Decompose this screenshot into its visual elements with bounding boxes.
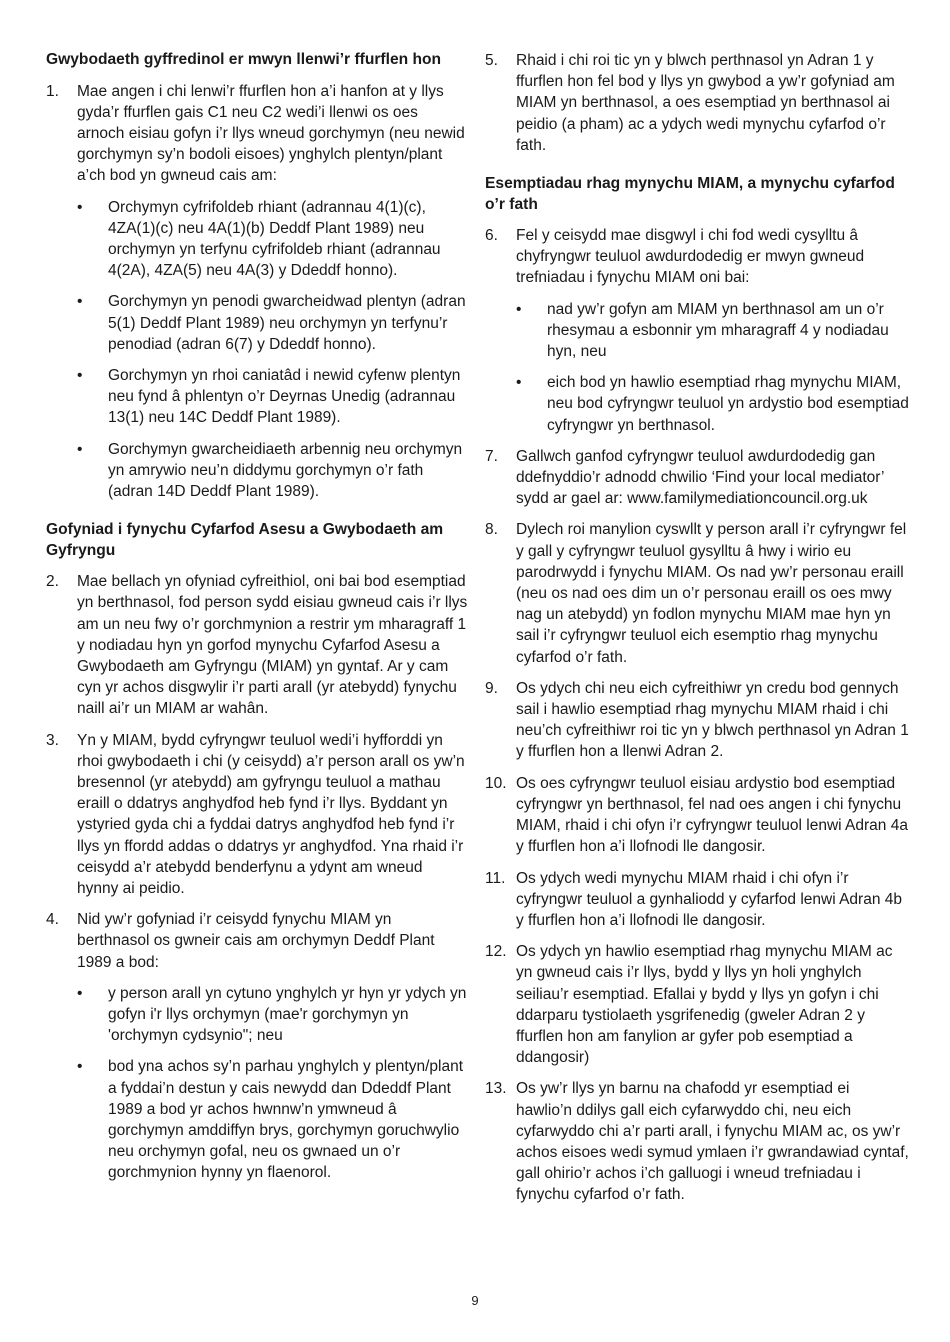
paragraph-text: Os ydych wedi mynychu MIAM rhaid i chi ofyn i’r cyfryngwr teuluol a gynhaliodd y cyfarfod lenwi Adran 4b y ffurflen hon a’i llofnodi lle dangosir. (516, 869, 902, 929)
paragraph-number: 10. (485, 774, 507, 792)
paragraph-text: Dylech roi manylion cyswllt y person arall i’r cyfryngwr fel y gall y cyfryngwr teuluol gysylltu â hwy i wirio eu parodrwydd i fynychu MIAM. Os nad yw’r personau eraill (neu os nad oes dim un o’r personau eraill os oes mwy nag un atebydd) yn fodlon mynychu MIAM mae hyn yn sail i’r cyfryngwr teuluol eich esemptio rhag mynychu cyfarfod o’r fath. (516, 521, 907, 666)
paragraph-4 (46, 909, 468, 1183)
bullet-item: • Gorchymyn yn penodi gwarcheidwad plentyn (adran 5(1) Deddf Plant 1989) neu orchymyn yn terfynu’r penodiad (adran 6(7) y Ddeddf honno). (77, 291, 468, 355)
bullet-item: • Orchymyn cyfrifoldeb rhiant (adrannau 4(1)(c), 4ZA(1)(c) neu 4A(1)(b) Deddf Plant 1989) neu orchymyn yn terfynu cyfrifoldeb rhiant (adrannau 4(2A), 4ZA(5) neu 4A(3) y Ddeddf honno). (77, 197, 468, 282)
bullet-marker: • (516, 300, 522, 318)
bullet-marker: • (77, 984, 83, 1002)
right-column (485, 50, 909, 1216)
bullet-item: • Gorchymyn gwarcheidiaeth arbennig neu orchymyn yn amrywio neu’n diddymu gorchymyn o’r fath (adran 14D Deddf Plant 1989). (77, 439, 468, 503)
paragraph-number: 5. (485, 52, 498, 69)
paragraph-10 (485, 773, 909, 858)
bullet-item: • y person arall yn cytuno ynghylch yr hyn yr ydych yn gofyn i'r llys orchymyn (mae'r gorchymyn yn 'orchymyn cydsynio"; neu (77, 983, 468, 1047)
paragraph-number: 8. (485, 521, 498, 539)
left-column (46, 50, 468, 1194)
section-heading-exemptions: Esemptiadau rhag mynychu MIAM, a mynychu cyfarfod o’r fath (485, 175, 895, 213)
paragraph-number: 2. (46, 573, 59, 591)
section-heading-general-info: Gwybodaeth gyffredinol er mwyn llenwi’r ffurflen hon (46, 51, 442, 68)
paragraph-text: Mae angen i chi lenwi’r ffurflen hon a’i hanfon at y llys gyda’r ffurflen gais C1 neu C2 wedi’i llenwi os oes arnoch eisiau gofyn i’r llys wneud gorchymyn (neu newid gorchymyn sy’n bodoli eisoes) ynghylch plentyn/plant a’ch bod yn gwneud cais am: (77, 82, 465, 185)
paragraph-number: 1. (46, 82, 59, 100)
paragraph-2 (46, 571, 468, 719)
paragraph-3 (46, 730, 468, 900)
paragraph-5 (485, 50, 909, 156)
paragraph-number: 12. (485, 943, 507, 961)
bullet-marker: • (77, 293, 83, 311)
bullet-marker: • (77, 198, 83, 216)
paragraph-number: 6. (485, 227, 498, 245)
paragraph-13 (485, 1078, 909, 1205)
section-heading-miam-requirement: Gofyniad i fynychu Cyfarfod Asesu a Gwybodaeth am Gyfryngu (46, 521, 444, 559)
paragraph-number: 4. (46, 911, 59, 929)
paragraph-12 (485, 941, 909, 1068)
paragraph-text: Yn y MIAM, bydd cyfryngwr teuluol wedi’i hyfforddi yn rhoi gwybodaeth i chi (y ceisydd) a’r person arall os yw’n bresennol (yr atebydd) am gyfryngu teuluol a mathau eraill o ddatrys anghydfod heb fynd i’r llys. Byddant yn ystyried gyda chi a fyddai datrys anghydfod heb fynd i’r llys yn ffordd addas o ddatrys yr anghydfod. Yna rhaid i’r ceisydd a’r atebydd benderfynu a ydynt am wneud hynny ai peidio. (77, 731, 465, 897)
bullet-item: • eich bod yn hawlio esemptiad rhag mynychu MIAM, neu bod cyfryngwr teuluol yn ardystio bod esemptiad cyfryngwr yn berthnasol. (516, 372, 909, 436)
paragraph-text: Mae bellach yn ofyniad cyfreithiol, oni bai bod esemptiad yn berthnasol, fod person sydd eisiau gwneud cais i’r llys am un neu fwy o’r gorchmynion a restrir ym mharagraff 1 y nodiadau hyn yn gorfod mynychu Cyfarfod Asesu a Gwybodaeth am Gyfryngu (MIAM) yn gyntaf. Ar y cam cyn yr achos disgwylir i’r parti arall (yr atebydd) fynychu naill ai’r un MIAM ar wahân. (77, 573, 468, 718)
paragraph-number: 13. (485, 1080, 507, 1098)
bullet-item: • nad yw’r gofyn am MIAM yn berthnasol am un o’r rhesymau a esbonnir ym mharagraff 4 y nodiadau hyn, neu (516, 299, 909, 363)
bullet-marker: • (77, 1058, 83, 1076)
bullet-list (77, 197, 468, 503)
bullet-item: • bod yna achos sy’n parhau ynghylch y plentyn/plant a fyddai’n destun y cais newydd dan Ddeddf Plant 1989 a bod yr achos hwnnw’n ymwneud â gorchymyn amddiffyn brys, gorchymyn goruchwylio neu orchymyn gofal, neu os gwnaed un o’r gorchmynion hynny yn flaenorol. (77, 1056, 468, 1183)
paragraph-1 (46, 81, 468, 503)
bullet-list (77, 983, 468, 1184)
bullet-marker: • (77, 366, 83, 384)
paragraph-9 (485, 678, 909, 763)
paragraph-7 (485, 446, 909, 510)
paragraph-number: 9. (485, 679, 498, 697)
bullet-item: • Gorchymyn yn rhoi caniatâd i newid cyfenw plentyn neu fynd â phlentyn o’r Deyrnas Unedig (adrannau 13(1) neu 14C Deddf Plant 1989). (77, 365, 468, 429)
paragraph-8 (485, 519, 909, 667)
paragraph-text: Rhaid i chi roi tic yn y blwch perthnasol yn Adran 1 y ffurflen hon fel bod y llys yn gwybod a yw’r gofyniad am MIAM yn berthnasol, a oes esemptiad yn berthnasol ai peidio (a pham) ac a ydych wedi mynychu cyfarfod o’r fath. (516, 52, 895, 154)
paragraph-text: Os yw’r llys yn barnu na chafodd yr esemptiad ei hawlio’n ddilys gall eich cyfarwyddo chi, neu eich cyfarwyddo chi a’r parti arall, i fynychu MIAM ac, os yw’r achos eisoes wedi symud ymlaen i’r gwrandawiad cyntaf, gall ohirio’r achos i’ch galluogi i wneud trefniadau i fynychu cyfarfod o’r fath. (516, 1080, 909, 1204)
paragraph-text: Os ydych chi neu eich cyfreithiwr yn credu bod gennych sail i hawlio esemptiad rhag mynychu MIAM rhaid i chi neu’ch cyfreithiwr roi tic yn y blwch perthnasol yn Adran 1 y ffurflen hon a llenwi Adran 2. (516, 679, 909, 761)
paragraph-number: 7. (485, 447, 498, 465)
paragraph-text: Os oes cyfryngwr teuluol eisiau ardystio bod esemptiad cyfryngwr yn berthnasol, fel nad oes angen i chi fynychu MIAM, rhaid i chi ofyn i’r cyfryngwr teuluol lenwi Adran 4a y ffurflen hon a’i llofnodi lle dangosir. (516, 774, 908, 856)
paragraph-11 (485, 868, 909, 932)
paragraph-text: Os ydych yn hawlio esemptiad rhag mynychu MIAM ac yn gwneud cais i’r llys, bydd y llys yn holi ynghylch seiliau’r esemptiad. Efallai y bydd y llys yn gofyn i chi ddarparu tystiolaeth ysgrifenedig (gweler Adran 2 y ffurflen hon am fanylion ar gyfer pob esemptiad a ddangosir) (516, 943, 893, 1067)
paragraph-number: 3. (46, 731, 59, 749)
paragraph-text: Gallwch ganfod cyfryngwr teuluol awdurdodedig gan ddefnyddio’r adnodd chwilio ‘Find your local mediator’ sydd ar gael ar: www.familymediationcouncil.org.uk (516, 447, 884, 508)
page-number: 9 (471, 1293, 479, 1308)
paragraph-number: 11. (485, 869, 506, 887)
bullet-list (516, 299, 909, 436)
paragraph-6 (485, 225, 909, 436)
bullet-marker: • (77, 440, 83, 458)
paragraph-text: Nid yw’r gofyniad i’r ceisydd fynychu MIAM yn berthnasol os gwneir cais am orchymyn Deddf Plant 1989 a bod: (77, 911, 435, 971)
bullet-marker: • (516, 374, 522, 392)
paragraph-text: Fel y ceisydd mae disgwyl i chi fod wedi cysylltu â chyfryngwr teuluol awdurdodedig er mwyn gwneud trefniadau i fynychu MIAM oni bai: (516, 227, 865, 287)
